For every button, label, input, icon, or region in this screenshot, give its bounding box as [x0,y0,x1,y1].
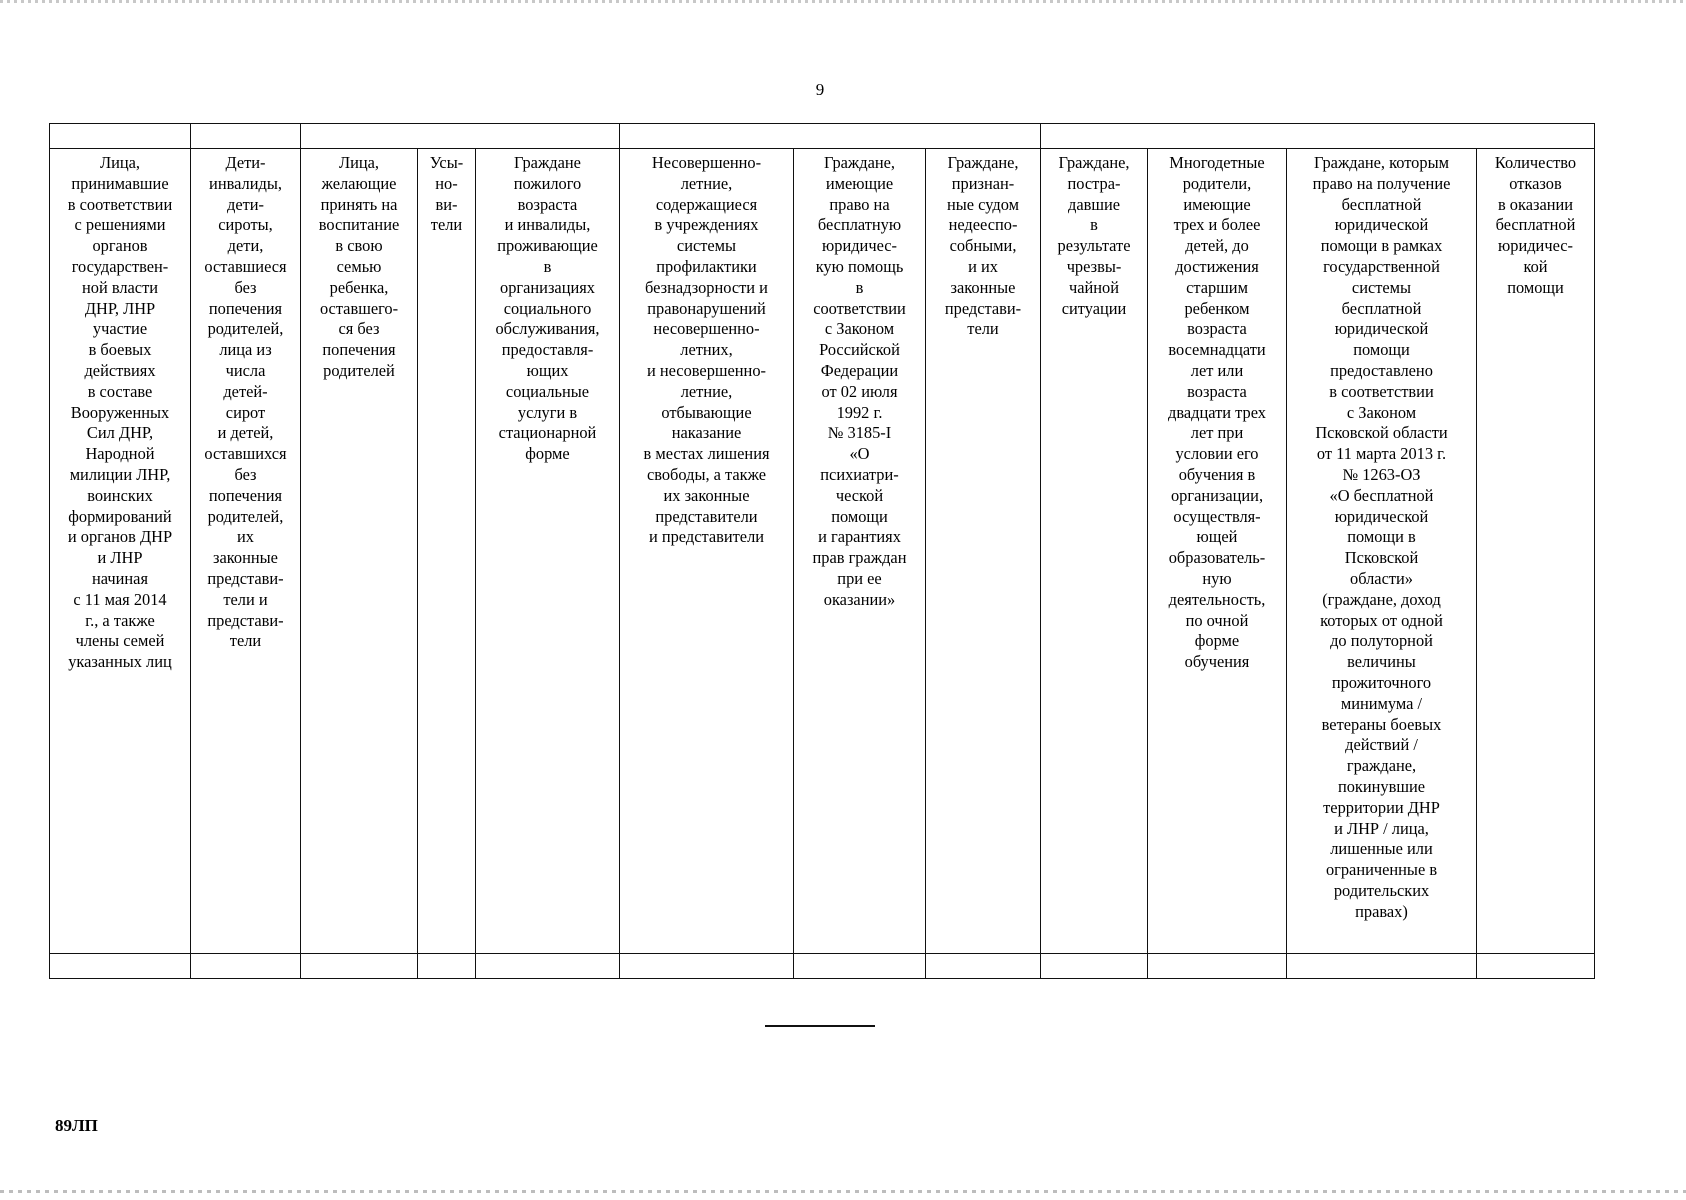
table-cell-empty [191,954,301,979]
table-cell-empty [620,954,794,979]
column-header: Граждане, постра- давшие в результате чрезвы- чайной ситуации [1041,149,1148,954]
table-data-row [50,954,1595,979]
column-header: Граждане, имеющие право на бесплатную юридичес- кую помощь в соответствии с Законом Российской Федерации от 02 июля 1992 г. № 3185-I «О психиатри- ческой помощи и гарантиях прав граждан при ее оказании» [794,149,926,954]
table-top-row [50,124,1595,149]
scan-edge-bottom [0,1190,1686,1193]
column-header: Дети- инвалиды, дети- сироты, дети, оставшиеся без попечения родителей, лица из числа детей- сирот и детей, оставшихся без попечения родителей, их законные представи- тели и представи- тели [191,149,301,954]
page-number: 9 [815,80,825,99]
table-cell-empty [1041,954,1148,979]
closing-divider-line [765,1025,875,1027]
column-header: Многодетные родители, имеющие трех и более детей, до достижения старшим ребенком возраста восемнадцати лет или возраста двадцати трех лет при условии его обучения в организации, осуществля- ющей образователь- ную деятельность, по очной форме обучения [1148,149,1287,954]
table-cell-empty [1477,954,1595,979]
table-cell-empty [418,954,476,979]
column-header: Граждане, которым право на получение бесплатной юридической помощи в рамках государственной системы бесплатной юридической помощи предоставлено в соответствии с Законом Псковской области от 11 марта 2013 г. № 1263-ОЗ «О бесплатной юридической помощи в Псковской области» (граждане, доход которых от одной до полуторной величины прожиточного минимума / ветераны боевых действий / граждане, покинувшие территории ДНР и ЛНР / лица, лишенные или ограниченные в родительских правах) [1287,149,1477,954]
table-cell-empty [926,954,1041,979]
column-header: Усы- но- ви- тели [418,149,476,954]
table-cell-empty [620,124,1041,149]
scan-edge-top [0,0,1686,3]
column-header: Лица, желающие принять на воспитание в свою семью ребенка, оставшего- ся без попечения родителей [301,149,418,954]
column-header: Лица, принимавшие в соответствии с решениями органов государствен- ной власти ДНР, ЛНР участие в боевых действиях в составе Вооруженных Сил ДНР, Народной милиции ЛНР, воинских формирований и органов ДНР и ЛНР начиная с 11 мая 2014 г., а также члены семей указанных лиц [50,149,191,954]
legal-aid-table [49,123,1595,979]
table-cell-empty [50,954,191,979]
table-header-row [50,149,1595,954]
table-cell-empty [476,954,620,979]
document-footer-code: 89ЛП [55,1116,98,1135]
table-cell-empty [1287,954,1477,979]
table-cell-empty [1148,954,1287,979]
column-header: Граждане, признан- ные судом недееспо- собными, и их законные представи- тели [926,149,1041,954]
table-cell-empty [191,124,301,149]
column-header: Несовершенно- летние, содержащиеся в учреждениях системы профилактики безнадзорности и правонарушений несовершенно- летних, и несовершенно- летние, отбывающие наказание в местах лишения свободы, а также их законные представители и представители [620,149,794,954]
column-header: Граждане пожилого возраста и инвалиды, проживающие в организациях социального обслуживания, предоставля- ющих социальные услуги в стационарной форме [476,149,620,954]
column-header: Количество отказов в оказании бесплатной юридичес- кой помощи [1477,149,1595,954]
table-cell-empty [794,954,926,979]
table-cell-empty [50,124,191,149]
table-cell-empty [301,954,418,979]
table-cell-empty [1041,124,1595,149]
table-cell-empty [301,124,620,149]
